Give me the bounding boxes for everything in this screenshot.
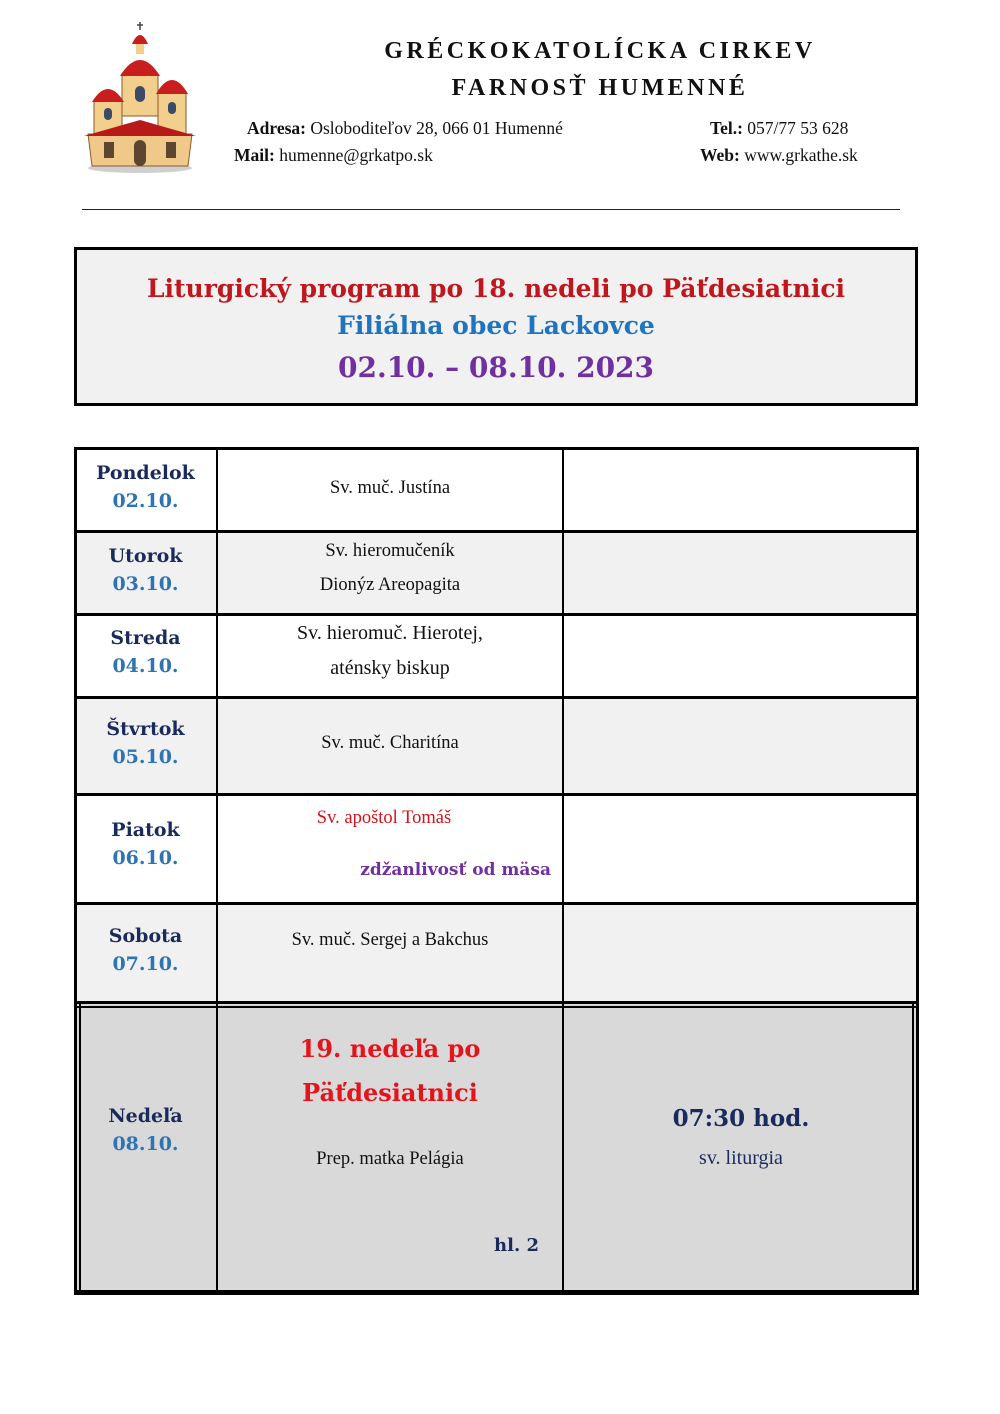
feast-text: Sv. hieromuč. Hierotej,	[297, 622, 483, 644]
phone-value: 057/77 53 628	[747, 118, 849, 138]
email-label: Mail:	[234, 145, 275, 165]
phone-label: Tel.:	[710, 118, 743, 138]
feast-cell	[217, 614, 563, 697]
feast-cell	[217, 447, 563, 531]
schedule-table	[74, 447, 919, 1294]
feast-cell	[217, 794, 563, 903]
day-date: 05.10.	[112, 746, 179, 768]
table-border-right	[916, 447, 919, 1295]
title-box	[74, 247, 918, 406]
day-name: Utorok	[108, 545, 183, 567]
table-row	[74, 697, 919, 794]
org-name-line2: FARNOSŤ HUMENNÉ	[451, 75, 749, 101]
sunday-title-line1: 19. nedeľa po	[299, 1034, 481, 1063]
day-date: 03.10.	[112, 573, 179, 595]
address	[247, 118, 563, 139]
phone	[710, 118, 848, 139]
address-value: Osloboditeľov 28, 066 01 Humenné	[310, 118, 563, 138]
tone-label: hl. 2	[494, 1235, 539, 1256]
time-cell	[563, 1002, 919, 1294]
day-date: 06.10.	[112, 847, 179, 869]
service-name: sv. liturgia	[699, 1147, 783, 1169]
time-cell	[563, 531, 919, 614]
row-divider	[74, 1001, 919, 1004]
web-value[interactable]: www.grkathe.sk	[744, 145, 858, 165]
feast-cell	[217, 1002, 563, 1294]
table-row	[74, 614, 919, 697]
time-cell	[563, 614, 919, 697]
day-cell	[74, 614, 217, 697]
table-border-left	[74, 447, 77, 1295]
day-cell	[74, 903, 217, 1002]
time-cell	[563, 903, 919, 1002]
table-row-sunday	[74, 1002, 919, 1294]
table-row	[74, 531, 919, 614]
feast-text: Sv. muč. Charitína	[321, 733, 459, 753]
feast-text: Dionýz Areopagita	[319, 575, 461, 595]
date-range: 02.10. – 08.10. 2023	[337, 351, 655, 384]
table-border-bottom	[74, 1292, 919, 1295]
row-divider	[74, 902, 919, 905]
day-cell	[74, 531, 217, 614]
row-divider	[74, 613, 919, 616]
table-border-top	[74, 447, 919, 450]
header-divider	[82, 209, 900, 210]
column-divider	[562, 447, 564, 1295]
feast-text: Sv. apoštol Tomáš	[316, 808, 452, 828]
day-cell	[74, 447, 217, 531]
sunday-title-line2: Päťdesiatnici	[302, 1078, 478, 1107]
website	[700, 145, 858, 166]
sunday-saint: Prep. matka Pelágia	[316, 1149, 464, 1169]
parish-subtitle: Filiálna obec Lackovce	[337, 311, 655, 340]
program-title: Liturgický program po 18. nedeli po Päťdesiatnici	[146, 274, 846, 303]
time-cell	[563, 697, 919, 794]
email-value[interactable]: humenne@grkatpo.sk	[279, 145, 433, 165]
table-row	[74, 794, 919, 903]
day-name: Sobota	[108, 925, 183, 947]
day-name: Pondelok	[96, 462, 195, 484]
day-date: 02.10.	[112, 490, 179, 512]
fasting-note: zdžanlivosť od mäsa	[360, 860, 551, 880]
feast-text: Sv. muč. Sergej a Bakchus	[291, 930, 489, 950]
day-date: 04.10.	[112, 655, 179, 677]
time-cell	[563, 794, 919, 903]
table-row	[74, 447, 919, 531]
table-border-right-inner	[912, 1002, 914, 1292]
feast-text: Sv. muč. Justína	[329, 478, 451, 498]
service-time: 07:30 hod.	[672, 1105, 810, 1132]
row-divider	[74, 530, 919, 533]
day-date: 08.10.	[112, 1133, 179, 1155]
day-cell	[74, 794, 217, 903]
church-logo	[80, 22, 198, 174]
day-cell	[74, 1002, 217, 1294]
feast-cell	[217, 531, 563, 614]
time-cell	[563, 447, 919, 531]
row-divider	[74, 793, 919, 796]
feast-cell	[217, 903, 563, 1002]
feast-cell	[217, 697, 563, 794]
day-name: Piatok	[111, 819, 180, 841]
email	[234, 145, 433, 166]
web-label: Web:	[700, 145, 740, 165]
day-date: 07.10.	[112, 953, 179, 975]
table-border-left-inner	[79, 1002, 81, 1292]
feast-text: Sv. hieromučeník	[325, 541, 455, 561]
row-divider	[74, 1006, 919, 1008]
org-name-line1: GRÉCKOKATOLÍCKA CIRKEV	[384, 38, 816, 64]
day-cell	[74, 697, 217, 794]
feast-text: aténsky biskup	[330, 657, 450, 679]
table-row	[74, 903, 919, 1002]
address-label: Adresa:	[247, 118, 306, 138]
day-name: Štvrtok	[106, 718, 185, 740]
day-name: Streda	[110, 627, 181, 649]
row-divider	[74, 696, 919, 699]
day-name: Nedeľa	[108, 1105, 183, 1127]
column-divider	[216, 447, 218, 1295]
